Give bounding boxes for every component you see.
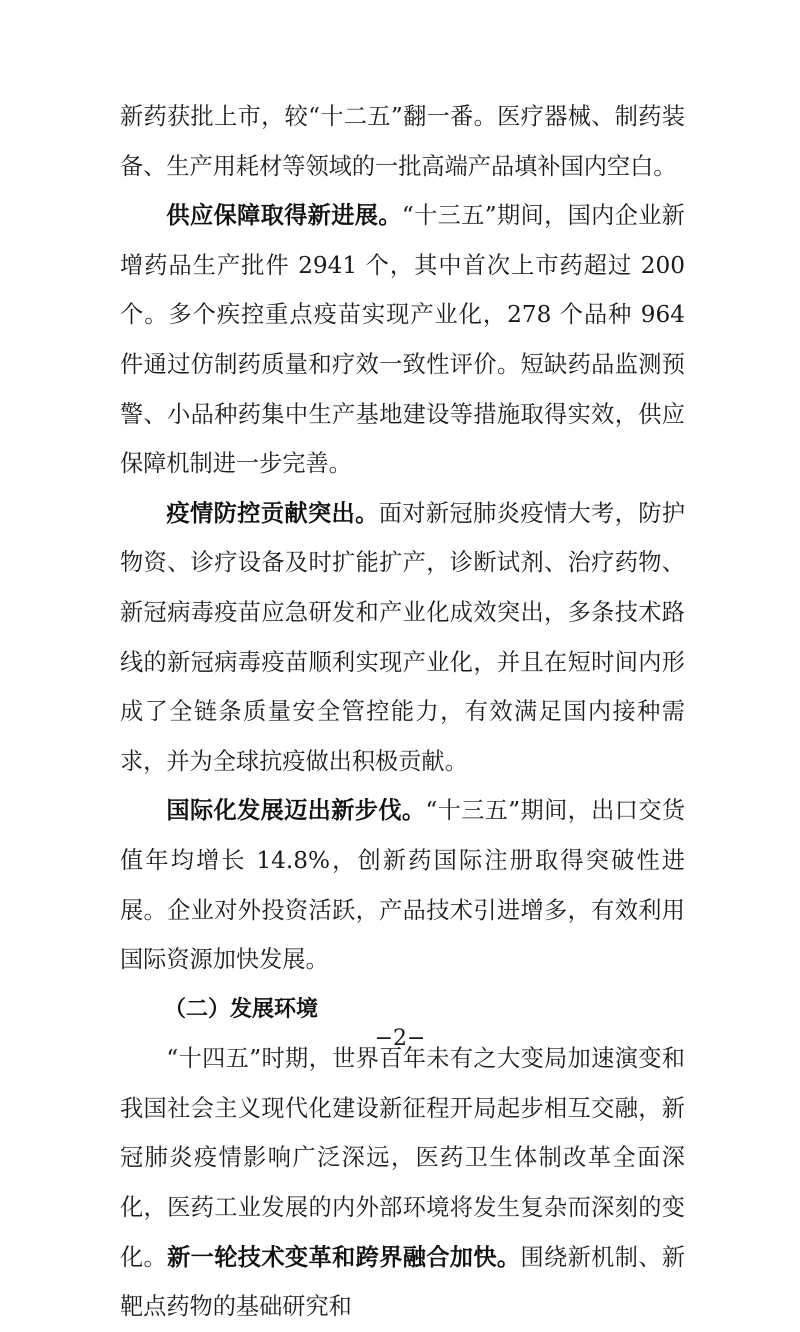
paragraph-lead: 新一轮技术变革和跨界融合加快。 [167, 1243, 521, 1271]
paragraph-continuation [120, 92, 685, 191]
paragraph-lead: 疫情防控贡献突出。 [166, 499, 379, 527]
paragraph-lead: 国际化发展迈出新步伐。 [166, 797, 426, 825]
paragraph-supply-guarantee [120, 191, 685, 489]
paragraph-lead: 供应保障取得新进展。 [166, 202, 402, 230]
paragraph-internationalization [120, 786, 685, 984]
paragraph-text: “十四五”时期，世界百年未有之大变局加速演变和我国社会主义现代化建设新征程开局起步相互交融，新冠肺炎疫情影响广泛深远，医药卫生体制改革全面深化，医药工业发展的内外部环境将发生复杂而深刻的变化。 [120, 1045, 685, 1271]
document-body [120, 92, 685, 1332]
section-heading: （二）发展环境 [164, 996, 319, 1022]
paragraph-text: 围绕新机制、新靶点药物的基础研究和 [120, 1243, 686, 1321]
paragraph-text: “十三五”期间，国内企业新增药品生产批件 2941 个，其中首次上市药超过 200 个。多个疾控重点疫苗实现产业化，278 个品种 964 件通过仿制药质量和疗效一致性评价。短缺药品监测预警、小品种药集中生产基地建设等措施取得实效，供应保障机制进一步完善。 [120, 202, 685, 478]
paragraph-development-environment [120, 1034, 685, 1332]
paragraph-epidemic-control [120, 489, 685, 787]
paragraph-text: 面对新冠肺炎疫情大考，防护物资、诊疗设备及时扩能扩产，诊断试剂、治疗药物、新冠病毒疫苗应急研发和产业化成效突出，多条技术路线的新冠病毒疫苗顺利实现产业化，并且在短时间内形成了全链条质量安全管控能力，有效满足国内接种需求，并为全球抗疫做出积极贡献。 [120, 499, 686, 775]
paragraph-text: 新药获批上市，较“十二五”翻一番。医疗器械、制药装备、生产用耗材等领域的一批高端产品填补国内空白。 [120, 103, 685, 180]
paragraph-text: “十三五”期间，出口交货值年均增长 14.8%，创新药国际注册取得突破性进展。企业对外投资活跃，产品技术引进增多，有效利用国际资源加快发展。 [120, 797, 685, 974]
page-number: −2− [374, 1026, 426, 1051]
